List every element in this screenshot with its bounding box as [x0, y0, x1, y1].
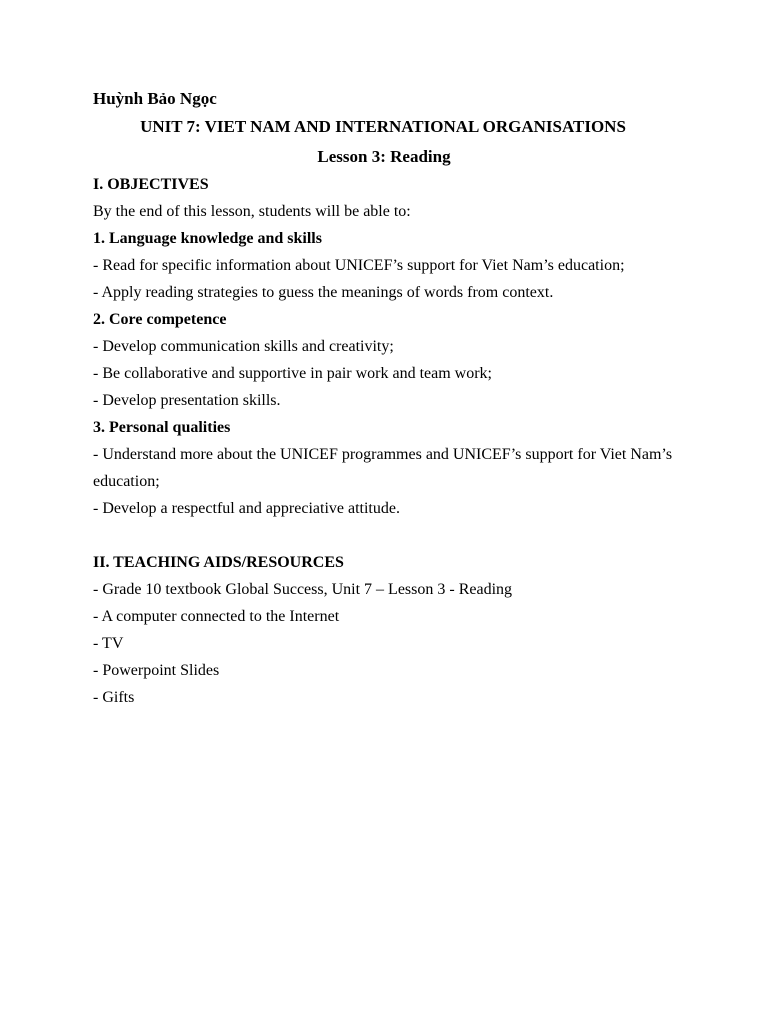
objectives-heading: I. OBJECTIVES: [93, 176, 209, 193]
list-item: - Develop a respectful and appreciative attitude.: [93, 500, 400, 517]
list-item: - Read for specific information about UNICEF’s support for Viet Nam’s education;: [93, 257, 625, 274]
list-item: - Grade 10 textbook Global Success, Unit 7 – Lesson 3 - Reading: [93, 581, 513, 598]
list-item: - TV: [93, 635, 124, 652]
list-item: - A computer connected to the Internet: [93, 608, 340, 625]
objectives-intro: By the end of this lesson, students will be able to:: [93, 203, 411, 220]
personal-qualities-heading: 3. Personal qualities: [93, 419, 231, 436]
list-item: - Understand more about the UNICEF programmes and UNICEF’s support for Viet Nam’s education;: [93, 446, 673, 490]
list-item: - Develop communication skills and creativity;: [93, 338, 394, 355]
core-competence-heading: 2. Core competence: [93, 311, 227, 328]
list-item: - Apply reading strategies to guess the meanings of words from context.: [93, 284, 554, 301]
list-item: - Develop presentation skills.: [93, 392, 281, 409]
language-skills-heading: 1. Language knowledge and skills: [93, 230, 322, 247]
list-item: - Powerpoint Slides: [93, 662, 220, 679]
author-name: Huỳnh Bảo Ngọc: [93, 89, 217, 108]
unit-title: UNIT 7: VIET NAM AND INTERNATIONAL ORGANISATIONS: [140, 117, 626, 136]
section-spacer: [93, 522, 675, 549]
list-item: - Be collaborative and supportive in pair work and team work;: [93, 365, 492, 382]
teaching-aids-heading: II. TEACHING AIDS/RESOURCES: [93, 554, 344, 571]
list-item: - Gifts: [93, 689, 135, 706]
lesson-title: Lesson 3: Reading: [317, 147, 451, 166]
